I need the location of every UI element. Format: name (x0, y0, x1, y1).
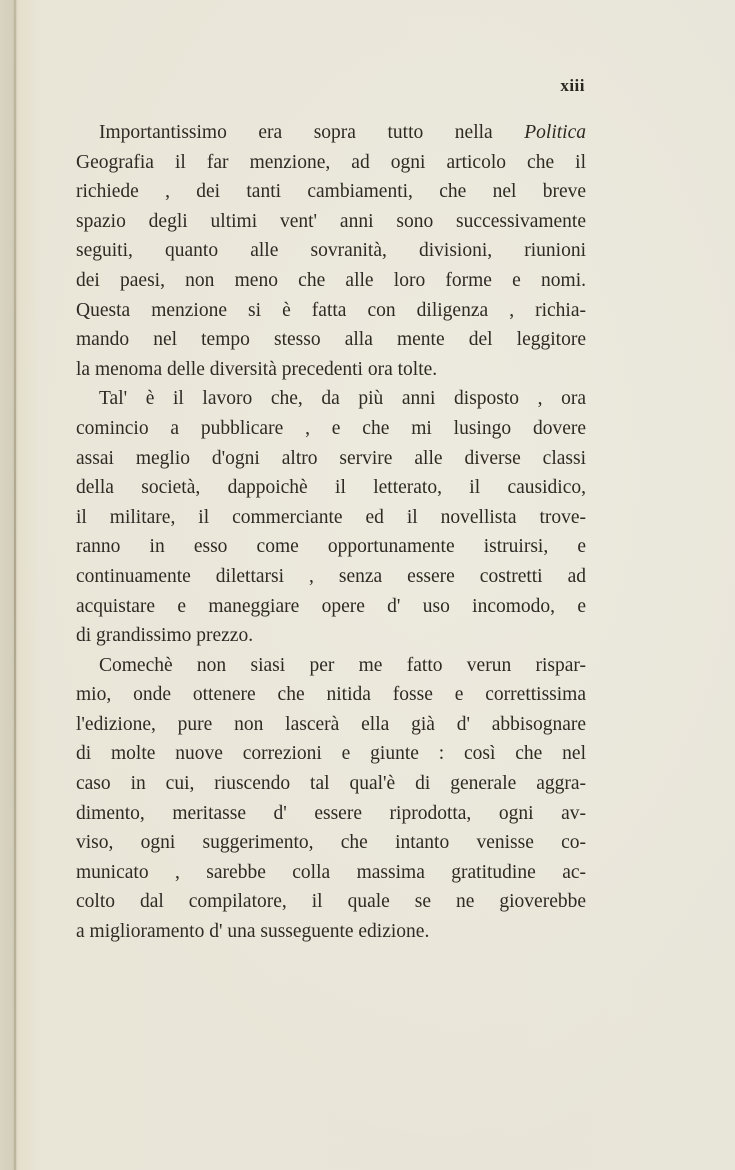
line-text: Comechè non siasi per me fatto verun rispar- (99, 654, 586, 676)
text-line (76, 769, 586, 799)
text-line (76, 503, 586, 533)
line-text: richiede , dei tanti cambiamenti, che nel breve (76, 181, 586, 203)
line-text: viso, ogni suggerimento, che intanto venisse co- (76, 832, 586, 854)
text-line (76, 177, 586, 207)
paragraph (76, 651, 586, 947)
line-text: caso in cui, riuscendo tal qual'è di generale aggra- (76, 773, 586, 795)
text-line (76, 384, 586, 414)
line-text: la menoma delle diversità precedenti ora tolte. (76, 358, 438, 380)
line-text: assai meglio d'ogni altro servire alle diverse classi (76, 447, 586, 469)
text-line (76, 651, 586, 681)
line-text: comincio a pubblicare , e che mi lusingo dovere (76, 417, 586, 439)
line-text: colto dal compilatore, il quale se ne gioverebbe (76, 891, 586, 913)
text-line (76, 414, 586, 444)
line-text: Questa menzione si è fatta con diligenza , richia- (76, 299, 586, 321)
text-line (76, 917, 586, 947)
line-text: Tal' è il lavoro che, da più anni disposto , ora (99, 388, 586, 410)
line-text: municato , sarebbe colla massima gratitudine ac- (76, 861, 586, 883)
line-text: Geografia il far menzione, ad ogni articolo che il (76, 151, 586, 173)
line-text: Importantissimo era sopra tutto nella (99, 122, 525, 143)
line-text: seguiti, quanto alle sovranità, divisioni, riunioni (76, 240, 586, 262)
text-line (76, 148, 586, 178)
text-line (76, 325, 586, 355)
line-text: di grandissimo prezzo. (76, 625, 254, 647)
text-line (76, 207, 586, 237)
text-line (76, 118, 586, 148)
text-line (76, 592, 586, 622)
text-line (76, 532, 586, 562)
text-line (76, 680, 586, 710)
text-line (76, 296, 586, 326)
paragraph (76, 384, 586, 650)
text-line (76, 473, 586, 503)
text-line (76, 562, 586, 592)
line-text: il militare, il commerciante ed il novellista trove- (76, 506, 586, 528)
line-text: ranno in esso come opportunamente istruirsi, e (76, 536, 586, 558)
body-text (76, 118, 586, 947)
line-text: a miglioramento d' una susseguente edizione. (76, 921, 430, 943)
line-text: mando nel tempo stesso alla mente del leggitore (76, 329, 586, 351)
text-line (76, 266, 586, 296)
text-line (76, 858, 586, 888)
text-line (76, 799, 586, 829)
line-text: spazio degli ultimi vent' anni sono successivamente (76, 210, 586, 232)
line-text: l'edizione, pure non lascerà ella già d' abbisognare (76, 713, 586, 735)
text-line (76, 710, 586, 740)
text-line (76, 739, 586, 769)
line-text: continuamente dilettarsi , senza essere costretti ad (76, 565, 586, 587)
text-line (76, 621, 586, 651)
page-number: xiii (560, 76, 585, 95)
line-text: acquistare e maneggiare opere d' uso incomodo, e (76, 595, 586, 617)
line-text: mio, onde ottenere che nitida fosse e correttissima (76, 684, 586, 706)
text-line (76, 887, 586, 917)
paragraph (76, 118, 586, 384)
text-line (76, 355, 586, 385)
text-line (76, 236, 586, 266)
page-binding-edge (14, 0, 16, 1170)
line-text: della società, dappoichè il letterato, il causidico, (76, 477, 586, 499)
text-line (76, 444, 586, 474)
line-text: dei paesi, non meno che alle loro forme e nomi. (76, 269, 586, 291)
italic-term: Politica (524, 122, 586, 143)
line-text: di molte nuove correzioni e giunte : così che nel (76, 743, 586, 765)
text-line (76, 828, 586, 858)
line-text: dimento, meritasse d' essere riprodotta, ogni av- (76, 802, 586, 824)
